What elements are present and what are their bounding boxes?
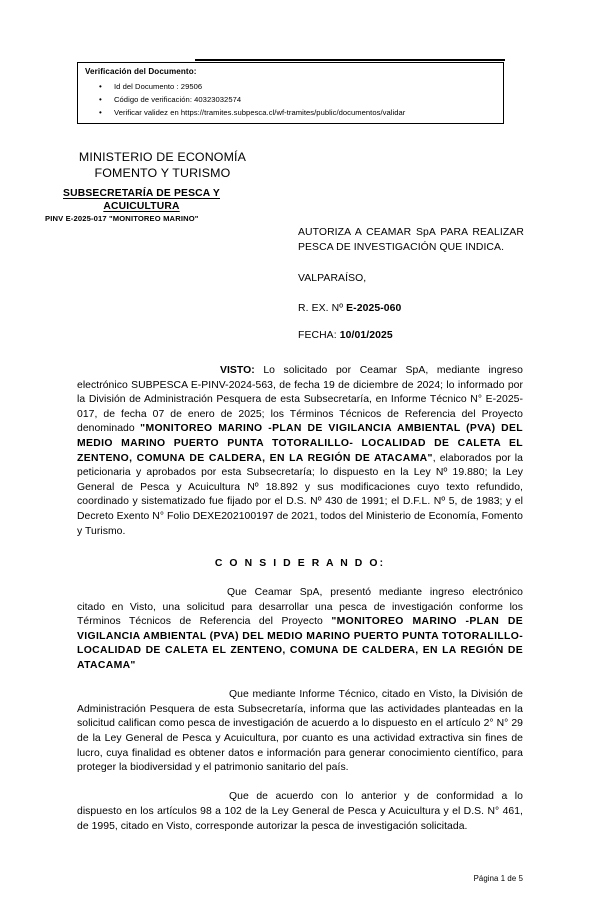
bullet-icon: • [99, 95, 102, 104]
ministry-line-2: FOMENTO Y TURISMO [94, 165, 231, 180]
considerando-paragraph-3 [77, 790, 523, 834]
resolution-header-block [298, 226, 524, 344]
visto-paragraph [77, 364, 523, 539]
verification-item-code: Código de verificación: 40323032574 [114, 95, 242, 104]
visto-text-part-2: , elaborados por la peticionaria y aprobados por esta Subsecretaría; lo dispuesto en la Ley Nº 19.880; la Ley General de Pesca y Acuicultura Nº 18.892 y sus modificaciones cuyo texto refundido, coordinado y sistematizado fue fijado por el D.S. Nº 430 de 1991; el D.F.L. Nº 5, de 1983; y el Decreto Exento N° Folio DEXE202100197 de 2021, todos del Ministerio de Economía, Fomento y Turismo. [77, 452, 523, 537]
considerando-section [77, 586, 523, 834]
verification-item-url: Verificar validez en https://tramites.subpesca.cl/wf-tramites/public/documentos/validar [114, 108, 406, 117]
verification-list [85, 80, 503, 119]
project-code: PINV E-2025-017 "MONITOREO MARINO" [45, 214, 199, 223]
resolution-subject: AUTORIZA A CEAMAR SpA PARA REALIZAR PESCA DE INVESTIGACIÓN QUE INDICA. [298, 227, 524, 253]
resolution-number-label: R. EX. Nº [298, 302, 347, 314]
resolution-city: VALPARAÍSO, [298, 273, 367, 284]
list-item [85, 93, 503, 106]
resolution-number-line [298, 302, 524, 317]
visto-section [77, 364, 523, 539]
considerando-paragraph-2 [77, 688, 523, 776]
resolution-date-value: 10/01/2025 [339, 330, 393, 341]
list-item [85, 80, 503, 93]
considerando-p2-text: Que mediante Informe Técnico, citado en Visto, la División de Administración Pesquera de esta Subsecretaría, informa que las actividades planteadas en la solicitud califican como pesca de investigación de acuerdo a lo dispuesto en el artículo 2° N° 29 de la Ley General de Pesca y Acuicultura, por cuanto es una actividad extractiva sin fines de lucro, cuya finalidad es obtener datos e información para generar conocimiento científico, para proteger la biodiversidad y el patrimonio sanitario del país. [77, 689, 523, 774]
resolution-date-label: FECHA: [298, 330, 340, 341]
subsecretaria-line-2: ACUICULTURA [103, 200, 180, 212]
visto-text-part-1: Lo solicitado por Ceamar SpA, mediante ingreso electrónico SUBPESCA E-PINV-2024-563, de fecha 19 de diciembre de 2024; lo informado por la División de Administración Pesquera de esta Subsecretaría, en Informe Técnico N° E-2025-017, de fecha 07 de enero de 2025; los Términos Técnicos de Referencia del Proyecto denominado [77, 365, 523, 435]
considerando-p1-text: Que Ceamar SpA, presentó mediante ingreso electrónico citado en Visto, una solicitud para desarrollar una pesca de investigación conforme los Términos Técnicos de Referencia del Proyecto [77, 587, 523, 628]
ministry-heading [45, 150, 280, 181]
considerando-p1-project-title: "MONITOREO MARINO -PLAN DE VIGILANCIA AMBIENTAL (PVA) DEL MEDIO MARINO PUERTO PUNTA TOTORALILLO- LOCALIDAD DE CALETA EL ZENTENO, COMUNA DE CALDERA, EN LA REGIÓN DE ATACAMA" [77, 616, 523, 671]
bullet-icon: • [99, 82, 102, 91]
verification-item-id: Id del Documento : 29506 [114, 82, 203, 91]
bullet-icon: • [99, 108, 102, 117]
resolution-number-value: E-2025-060 [346, 302, 402, 314]
page-footer: Página 1 de 5 [473, 874, 523, 883]
subsecretaria-line-1: SUBSECRETARÍA DE PESCA Y [63, 188, 220, 199]
verification-box-top-rule [195, 59, 505, 61]
verification-box [77, 62, 504, 124]
considerando-heading: C O N S I D E R A N D O: [214, 558, 386, 569]
considerando-paragraph-1 [77, 586, 523, 674]
ministry-line-1: MINISTERIO DE ECONOMÍA [78, 150, 247, 164]
considerando-p3-text: Que de acuerdo con lo anterior y de conformidad a lo dispuesto en los artículos 98 a 102 de la Ley General de Pesca y Acuicultura y el D.S. N° 461, de 1995, citado en Visto, corresponde autorizar la pesca de investigación solicitada. [77, 791, 523, 832]
visto-heading: VISTO: [220, 365, 255, 376]
verification-title: Verificación del Documento: [85, 67, 197, 76]
subsecretaria-heading [45, 188, 238, 213]
list-item [85, 106, 503, 119]
resolution-date-line [298, 329, 524, 344]
visto-project-title: "MONITOREO MARINO -PLAN DE VIGILANCIA AMBIENTAL (PVA) DEL MEDIO MARINO PUERTO PUNTA TOTORALILLO- LOCALIDAD DE CALETA EL ZENTENO, COMUNA DE CALDERA, EN LA REGIÓN DE ATACAMA" [77, 423, 523, 464]
